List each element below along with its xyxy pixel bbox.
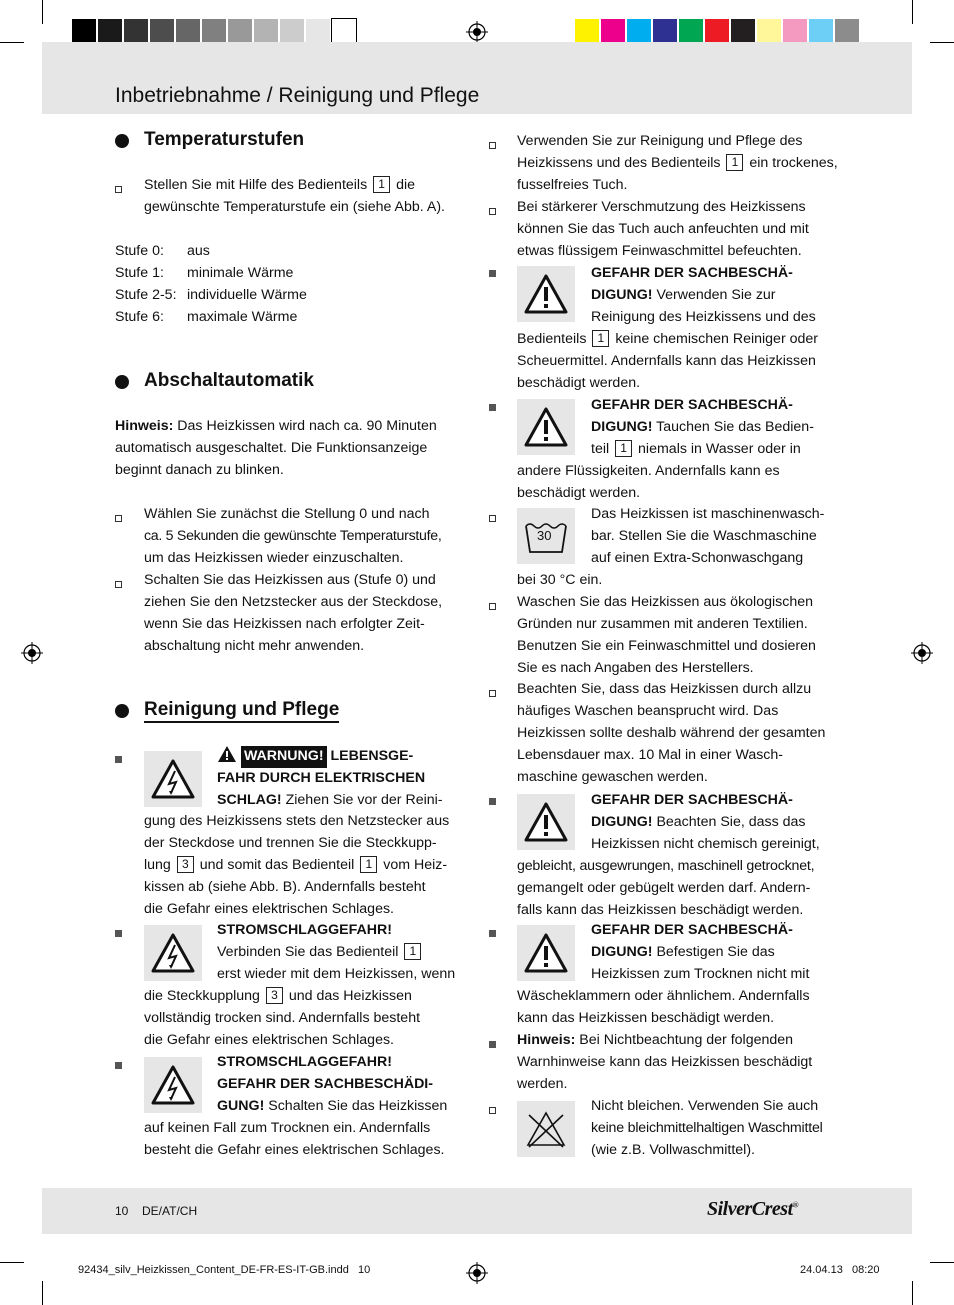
crop-mark [912, 0, 913, 24]
text: Heizkissens und des Bedienteils [517, 154, 721, 171]
no-bleach-instruction [591, 1096, 846, 1162]
section-heading-reinigung: Reinigung und Pflege [144, 699, 339, 723]
text: Wählen Sie zunächst die Stellung 0 und nach [144, 506, 430, 522]
level-value: individuelle Wärme [187, 286, 307, 303]
electric-shock-warning-icon [144, 751, 202, 807]
hint-label: Hinweis: [115, 418, 174, 434]
caution-warning-icon [517, 266, 575, 322]
text: (wie z.B. Vollwaschmittel). [591, 1141, 755, 1158]
damage-warning-3 [591, 790, 846, 856]
level-row [115, 285, 455, 307]
text: Scheuermittel. Andernfalls kann das Heizkissen [517, 352, 816, 369]
text: auf einen Extra-Schonwaschgang [591, 549, 804, 566]
slug-date: 24.04.13 08:20 [800, 1264, 880, 1276]
crop-mark [930, 1262, 954, 1263]
text: GUNG! [217, 1097, 265, 1114]
page-title: Inbetriebnahme / Reinigung und Pflege [115, 84, 480, 107]
text: GEFAHR DER SACHBESCHÄ- [591, 397, 793, 413]
list-bullet [489, 1107, 496, 1114]
crop-mark [0, 1262, 24, 1263]
text: andere Flüssigkeiten. Andernfalls kann es [517, 463, 780, 479]
section-bullet [115, 134, 129, 148]
damage-warning-2 [591, 395, 846, 461]
text: kann das Heizkissen beschädigt werden. [517, 1009, 775, 1026]
text: Stellen Sie mit Hilfe des Bedienteils [144, 177, 368, 193]
no-bleach-icon [517, 1101, 575, 1157]
warning-electric-3 [217, 1052, 472, 1118]
text: bei 30 °C ein. [517, 572, 603, 588]
text: gung des Heizkissens stets den Netzstecker aus [144, 813, 450, 829]
text: fusselfreies Tuch. [517, 176, 628, 193]
list-item [517, 679, 847, 789]
text: GEFAHR DER SACHBESCHÄDI- [217, 1075, 433, 1092]
text: gemangelt oder gebügelt werden darf. Andern- [517, 879, 811, 896]
text: werden. [517, 1075, 568, 1092]
level-key: Stufe 2-5: [115, 286, 177, 303]
list-item [144, 504, 474, 570]
crop-mark [0, 42, 24, 43]
text: Heizkissen zum Trocknen nicht mit [591, 965, 810, 982]
text: auf keinen Fall zum Trocknen ein. Andernfalls [144, 1120, 431, 1136]
text: Bei Nichtbeachtung der folgenden [579, 1032, 794, 1048]
text: die [396, 177, 416, 193]
section-bullet [115, 375, 129, 389]
text: Heizkissen sollte deshalb während der gesamten [517, 724, 826, 741]
text: Gründen nur zusammen mit anderen Textilien. [517, 615, 808, 632]
list-bullet [115, 515, 122, 522]
text: Das Heizkissen wird nach ca. 90 Minuten [177, 418, 437, 434]
text: besteht die Gefahr eines elektrischen Schlages. [144, 1141, 445, 1158]
text: lung [144, 856, 171, 873]
text: die Gefahr eines elektrischen Schlages. [144, 1031, 394, 1048]
text: und somit das Bedienteil [199, 856, 355, 873]
list-bullet [115, 930, 122, 937]
text: und das Heizkissen [288, 988, 412, 1004]
text: bar. Stellen Sie die Waschmaschine [591, 527, 817, 544]
part-ref: 1 [404, 943, 421, 960]
level-key: Stufe 1: [115, 264, 164, 281]
caution-warning-icon [517, 925, 575, 981]
text: Wäscheklammern oder ähnlichem. Andernfalls [517, 988, 810, 1004]
text: Das Heizkissen ist maschinenwasch- [591, 506, 825, 522]
text: keine bleichmittelhaltigen Waschmittel [591, 1119, 823, 1136]
text: erst wieder mit dem Heizkissen, wenn [217, 965, 456, 982]
text: Nicht bleichen. Verwenden Sie auch [591, 1098, 819, 1114]
logo-registered: ® [792, 1200, 799, 1210]
list-item [144, 570, 474, 658]
electric-shock-warning-icon [144, 925, 202, 981]
list-bullet [115, 186, 122, 193]
text: Verbinden Sie das Bedienteil [217, 943, 399, 960]
text: gebleicht, ausgewrungen, maschinell getrocknet, [517, 858, 815, 874]
text: Benutzen Sie ein Feinwaschmittel und dosieren [517, 637, 816, 654]
warning-electric-2 [217, 920, 472, 986]
crop-mark [42, 0, 43, 24]
list-item [144, 175, 474, 219]
hint-paragraph [517, 1030, 847, 1096]
brand-logo [707, 1198, 798, 1221]
damage-warning-3-body [517, 856, 847, 922]
electric-shock-warning-icon [144, 1057, 202, 1113]
text: STROMSCHLAGGEFAHR! [217, 922, 392, 938]
text: beschädigt werden. [517, 484, 641, 501]
level-value: aus [187, 243, 210, 259]
text: SCHLAG! [217, 791, 282, 808]
part-ref: 1 [615, 440, 632, 457]
warning-label: WARNUNG! [241, 746, 327, 768]
list-bullet [489, 270, 496, 277]
text: die Steckkupplung [144, 988, 260, 1004]
list-item [517, 197, 847, 263]
text: Heizkissen nicht chemisch gereinigt, [591, 835, 820, 852]
text: Beachten Sie, dass das Heizkissen durch allzu [517, 681, 812, 697]
hint-label: Hinweis: [517, 1032, 576, 1048]
crop-mark [912, 1281, 913, 1305]
list-bullet [489, 1041, 496, 1048]
wash-instruction [591, 504, 846, 570]
text: GEFAHR DER SACHBESCHÄ- [591, 265, 793, 281]
warning-electric-3-body [144, 1118, 474, 1162]
language-code: DE/AT/CH [142, 1204, 198, 1218]
warning-electric-1 [217, 745, 472, 812]
list-bullet [115, 756, 122, 763]
text: ca. 5 Sekunden die gewünschte Temperaturstufe, [144, 527, 442, 544]
text: beschädigt werden. [517, 374, 641, 391]
level-value: maximale Wärme [187, 308, 298, 325]
text: Bei stärkerer Verschmutzung des Heizkissens [517, 199, 806, 215]
text: die Gefahr eines elektrischen Schlages. [144, 900, 394, 917]
text: Verwenden Sie zur Reinigung und Pflege des [517, 133, 803, 149]
text: kissen ab (siehe Abb. B). Andernfalls besteht [144, 878, 426, 895]
text: LEBENSGE- [330, 748, 414, 764]
text: teil [591, 440, 610, 457]
hint-paragraph [115, 416, 475, 482]
list-item [517, 131, 847, 197]
text: DIGUNG! [591, 813, 653, 830]
wash-30-icon [517, 508, 575, 564]
list-bullet [489, 930, 496, 937]
text: ein trockenes, [749, 154, 838, 171]
text: der Steckdose und trennen Sie die Steckkupp- [144, 834, 437, 851]
part-ref: 1 [360, 856, 377, 873]
text: Warnhinweise kann das Heizkissen beschädigt [517, 1053, 813, 1070]
logo-text: Crest [751, 1198, 793, 1220]
text: abschaltung nicht mehr anwenden. [144, 637, 365, 654]
list-bullet [115, 1062, 122, 1069]
registration-mark-icon [21, 642, 43, 664]
damage-warning-4 [591, 920, 846, 986]
part-ref: 3 [266, 987, 283, 1004]
part-ref: 1 [373, 176, 390, 193]
text: automatisch ausgeschaltet. Die Funktionsanzeige [115, 439, 428, 456]
list-bullet [489, 798, 496, 805]
text: vom Heiz- [383, 856, 448, 873]
text: gewünschte Temperaturstufe ein (siehe Abb. A). [144, 198, 446, 215]
text: Ziehen Sie vor der Reini- [285, 791, 443, 808]
text: Reinigung des Heizkissens und des [591, 308, 816, 325]
text: vollständig trocken sind. Andernfalls besteht [144, 1009, 421, 1026]
list-bullet [489, 690, 496, 697]
section-heading-abschaltautomatik: Abschaltautomatik [144, 370, 314, 391]
section-heading-temperaturstufen: Temperaturstufen [144, 129, 305, 150]
text: keine chemischen Reiniger oder [615, 331, 819, 347]
text: Sie es nach Angaben des Herstellers. [517, 659, 754, 676]
text: FAHR DURCH ELEKTRISCHEN [217, 769, 426, 786]
text: wenn Sie das Heizkissen nach erfolgter Zeit- [144, 615, 425, 632]
text: DIGUNG! [591, 943, 653, 960]
list-bullet [489, 208, 496, 215]
level-row [115, 307, 455, 329]
page-number: 10 [115, 1204, 129, 1218]
list-bullet [489, 142, 496, 149]
text: beginnt danach zu blinken. [115, 461, 284, 478]
text: Verwenden Sie zur [656, 286, 776, 303]
registration-mark-icon [466, 21, 488, 43]
text: Lebensdauer max. 10 Mal in einer Wasch- [517, 746, 784, 763]
registration-mark-icon [466, 1262, 488, 1284]
section-bullet [115, 704, 129, 718]
damage-warning-1 [591, 263, 846, 329]
warning-triangle-icon [217, 745, 237, 763]
text: DIGUNG! [591, 418, 653, 435]
text: DIGUNG! [591, 286, 653, 303]
text: Schalten Sie das Heizkissen aus (Stufe 0) und [144, 572, 436, 588]
list-item [517, 592, 847, 680]
level-row [115, 241, 455, 263]
text: etwas flüssigem Feinwaschmittel befeuchten. [517, 242, 802, 259]
part-ref: 3 [177, 856, 194, 873]
level-row [115, 263, 455, 285]
caution-warning-icon [517, 399, 575, 455]
warning-electric-1-body [144, 811, 474, 921]
text: Tauchen Sie das Bedien- [656, 418, 814, 435]
registration-mark-icon [911, 642, 933, 664]
text: Waschen Sie das Heizkissen aus ökologischen [517, 594, 813, 610]
text: Befestigen Sie das [656, 943, 775, 960]
text: maschine gewaschen werden. [517, 768, 708, 785]
text: häufiges Waschen beansprucht wird. Das [517, 702, 779, 719]
damage-warning-2-body [517, 461, 847, 505]
caution-warning-icon [517, 794, 575, 850]
list-bullet [489, 404, 496, 411]
text: Beachten Sie, dass das [656, 813, 806, 830]
text: Bedienteils [517, 331, 587, 347]
damage-warning-4-body [517, 986, 847, 1030]
level-key: Stufe 6: [115, 308, 164, 325]
text: ziehen Sie den Netzstecker aus der Steckdose, [144, 593, 443, 610]
damage-warning-1-body [517, 329, 847, 395]
part-ref: 1 [592, 330, 609, 347]
slug-filename: 92434_silv_Heizkissen_Content_DE-FR-ES-IT-GB.indd 10 [78, 1264, 371, 1276]
warning-electric-2-body [144, 986, 474, 1052]
text: Schalten Sie das Heizkissen [268, 1097, 448, 1114]
text: niemals in Wasser oder in [638, 440, 801, 457]
wash-temp: 30 [537, 528, 552, 543]
crop-mark [42, 1281, 43, 1305]
text: um das Heizkissen wieder einzuschalten. [144, 549, 404, 566]
text: falls kann das Heizkissen beschädigt werden. [517, 901, 804, 918]
level-key: Stufe 0: [115, 243, 164, 259]
list-bullet [489, 603, 496, 610]
text: können Sie das Tuch auch anfeuchten und mit [517, 220, 809, 237]
text: GEFAHR DER SACHBESCHÄ- [591, 922, 793, 938]
text: GEFAHR DER SACHBESCHÄ- [591, 792, 793, 808]
text: STROMSCHLAGGEFAHR! [217, 1054, 392, 1070]
level-value: minimale Wärme [187, 264, 294, 281]
crop-mark [930, 42, 954, 43]
list-bullet [115, 581, 122, 588]
logo-text: Silver [707, 1198, 752, 1220]
part-ref: 1 [726, 154, 743, 171]
wash-instruction-end [517, 570, 847, 592]
list-bullet [489, 515, 496, 522]
level-table [115, 241, 455, 329]
